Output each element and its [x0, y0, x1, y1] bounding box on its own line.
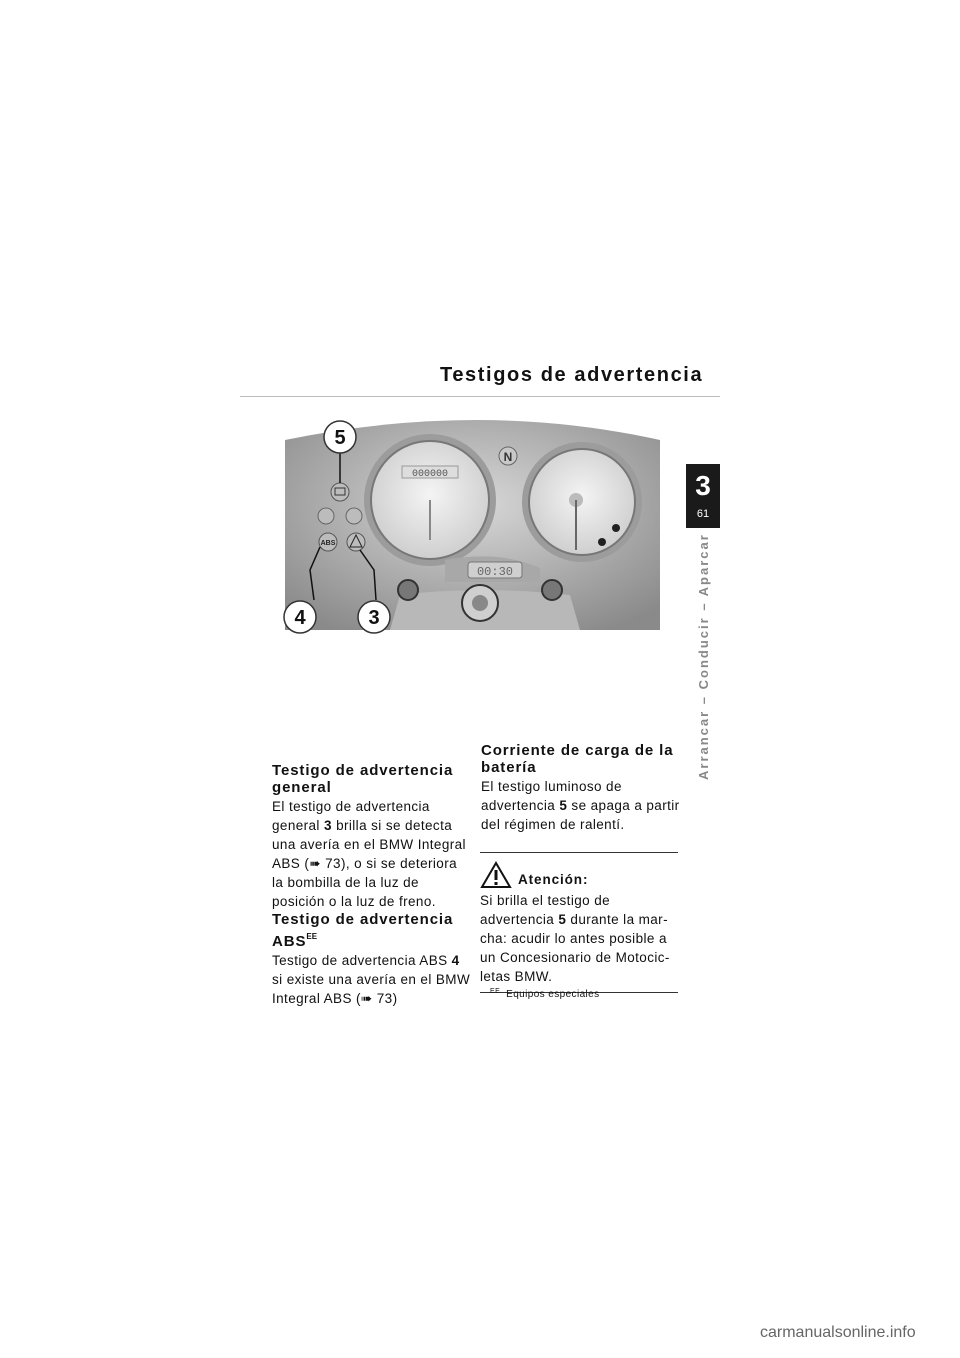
- exclamation-triangle-icon: [480, 861, 512, 889]
- chapter-number: 3: [695, 470, 711, 501]
- page-ref-arrow-icon: ➠: [360, 991, 373, 1006]
- page-number: 61: [696, 508, 710, 520]
- callout-4: 4: [294, 607, 306, 629]
- callout-3: 3: [368, 607, 380, 629]
- odometer-readout: 000000: [411, 469, 449, 480]
- callout-5: 5: [334, 427, 346, 449]
- general-warning-text: El testigo de advertencia general 3 brilla si se detecta una avería en el BMW Integral ABS (➠ 73), o si se deteriora la bombilla de la luz de posición o la luz de freno.: [272, 799, 466, 909]
- battery-text: El testigo luminoso de advertencia 5 se apaga a partir del régimen de ralentí.: [481, 779, 680, 832]
- abs-warning-heading: Testigo de advertencia $ABS^{EE}$: [272, 911, 454, 950]
- abs-lamp-label: ABS: [320, 540, 336, 547]
- abs-warning-text: Testigo de advertencia ABS 4 si existe una avería en el BMW Integral ABS (➠ 73): [272, 953, 471, 1006]
- page-ref-arrow-icon: ➠: [309, 856, 321, 871]
- attention-box: [480, 852, 678, 993]
- attention-text: Si brilla el testigo de advertencia 5 durante la mar- cha: acudir lo antes posible a un Concesionario de Motocic- letas BMW.: [480, 893, 670, 984]
- footnote: $^{EE}$ Equipos especiales: [490, 988, 600, 1000]
- chapter-side-label: Arrancar – Conducir – Aparcar: [696, 533, 711, 780]
- instrument-cluster-photo: [240, 410, 720, 640]
- page-title: Testigos de advertencia: [440, 364, 704, 386]
- clock-readout: 00:30: [476, 565, 514, 579]
- title-divider: [240, 396, 720, 397]
- left-column: [272, 762, 472, 1008]
- attention-heading: Atención:: [518, 872, 589, 887]
- gear-indicator: N: [503, 450, 513, 464]
- attention-header: [480, 861, 678, 889]
- right-column: [481, 742, 681, 834]
- tachometer-gauge: [522, 442, 642, 562]
- watermark-text: carmanualsonline.info: [760, 1324, 916, 1341]
- battery-heading: Corriente de carga de la batería: [481, 742, 674, 776]
- speedometer-gauge: [364, 434, 496, 566]
- general-warning-heading: Testigo de advertencia general: [272, 762, 454, 796]
